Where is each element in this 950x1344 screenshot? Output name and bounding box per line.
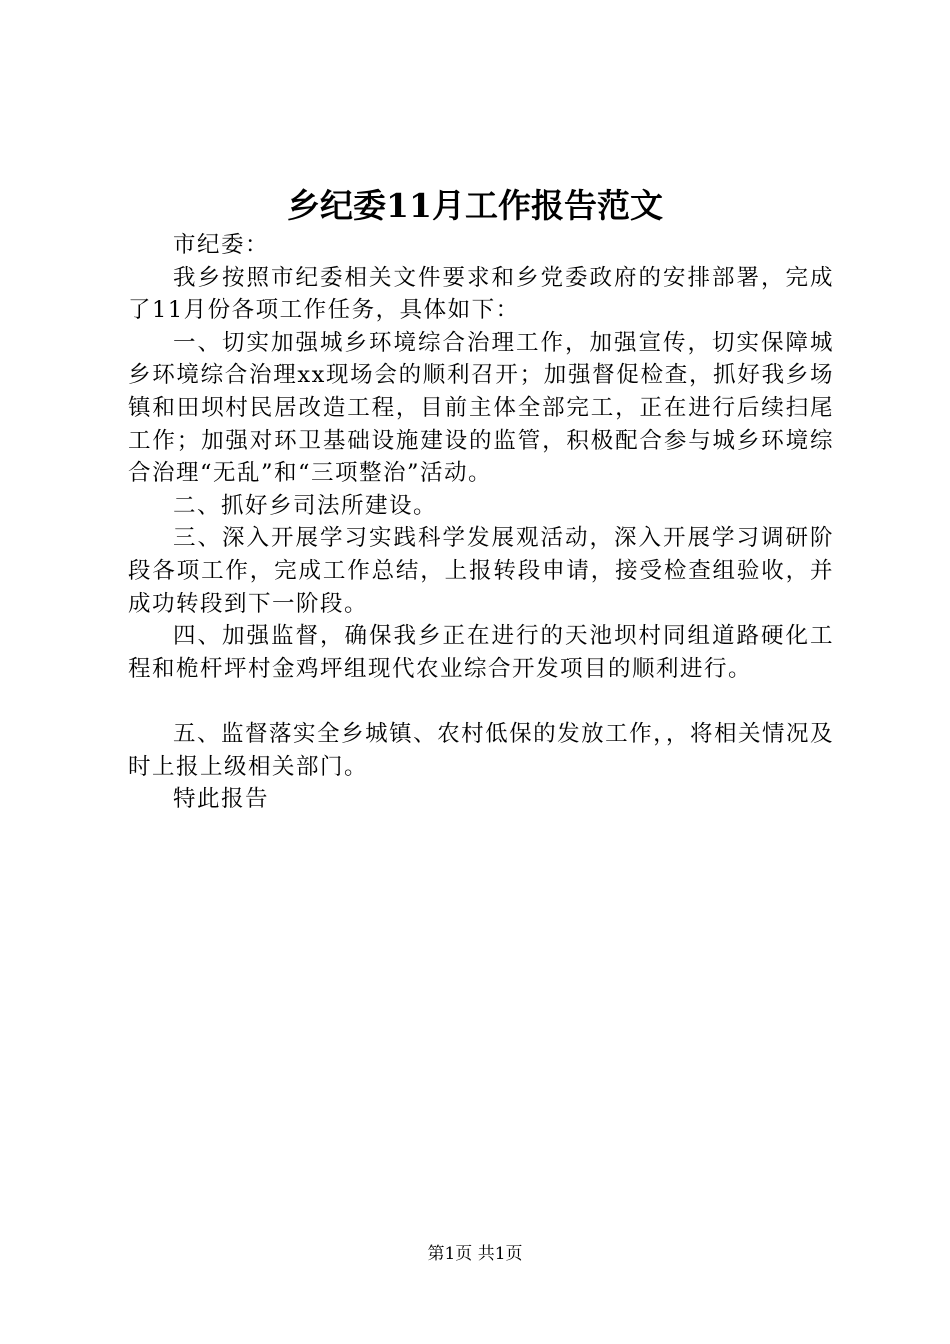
page-footer: 第1页 共1页 bbox=[427, 1244, 523, 1264]
paragraph-item-3: 三、深入开展学习实践科学发展观活动，深入开展学习调研阶段各项工作，完成工作总结，上报转段申请，接受检查组验收，并成功转段到下一阶段。 bbox=[128, 525, 834, 617]
salutation: 市纪委： bbox=[173, 232, 270, 258]
document-body bbox=[128, 229, 834, 816]
paragraph-item-4: 四、加强监督，确保我乡正在进行的天池坝村同组道路硬化工程和桅杆坪村金鸡坪组现代农业综合开发项目的顺利进行。 bbox=[128, 623, 834, 682]
paragraph-intro: 我乡按照市纪委相关文件要求和乡党委政府的安排部署，完成了11月份各项工作任务，具体如下： bbox=[128, 264, 834, 324]
paragraph-item-2: 二、抓好乡司法所建设。 bbox=[173, 492, 438, 519]
paragraph-item-5: 五、监督落实全乡城镇、农村低保的发放工作，，将相关情况及时上报上级相关部门。 bbox=[128, 720, 834, 780]
page-title: 乡纪委11月工作报告范文 bbox=[287, 186, 663, 225]
paragraph-item-1: 一、切实加强城乡环境综合治理工作，加强宣传，切实保障城乡环境综合治理xx现场会的顺利召开；加强督促检查，抓好我乡场镇和田坝村民居改造工程，目前主体全部完工，正在进行后续扫尾工作；加强对环卫基础设施建设的监管，积极配合参与城乡环境综合治理“无乱”和“三项整治”活动。 bbox=[128, 329, 834, 487]
closing-line: 特此报告 bbox=[173, 786, 270, 813]
